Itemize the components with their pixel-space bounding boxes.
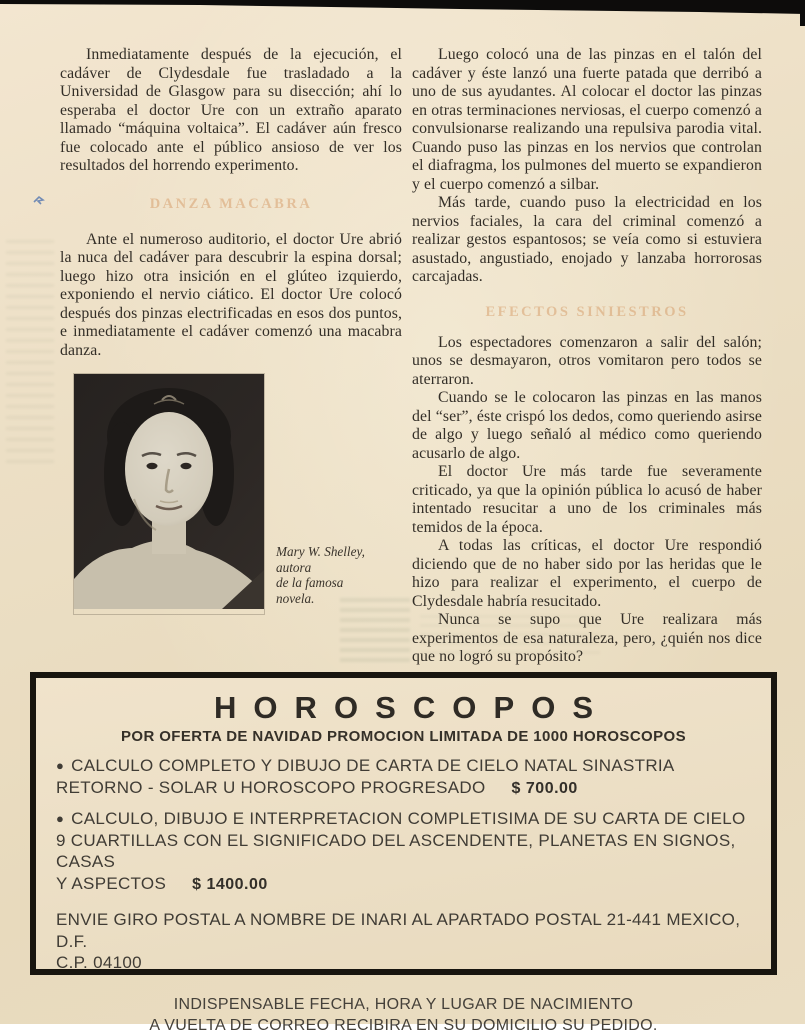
paragraph: Más tarde, cuando puso la electricidad en los nervios faciales, la cara del criminal comenzó a realizar gestos espantosos; se veía como si estuviera asustado, angustiado, enojado y lanzaba horrorosas carcajadas. [412, 194, 762, 285]
ad-footer-line1: INDISPENSABLE FECHA, HORA Y LUGAR DE NACIMIENTO [173, 995, 634, 1013]
ad-offer-2-line2: 9 CUARTILLAS CON EL SIGNIFICADO DEL ASCENDENTE, PLANETAS EN SIGNOS, CASAS [56, 830, 736, 871]
bullet-icon: ● [56, 758, 65, 773]
ad-offer-2 [56, 808, 751, 895]
ad-offer-2-price: $ 1400.00 [192, 875, 268, 893]
caption-line: autora [276, 559, 312, 575]
article-right-column [412, 46, 762, 667]
ink-squiggle [32, 193, 46, 207]
portrait-illustration [74, 374, 264, 609]
caption-line: novela. [276, 590, 315, 606]
paragraph: Cuando se le colocaron las pinzas en las manos del “ser”, éste crispó los dedos, como queriendo asirse de algo y luego señaló al médico como queriendo acusarlo de algo. [412, 389, 762, 462]
article-left-column [60, 46, 402, 614]
print-through-smudge [6, 240, 54, 470]
ad-postal-line2: C.P. 04100 [56, 953, 142, 972]
ad-postal-line1: ENVIE GIRO POSTAL A NOMBRE DE INARI AL APARTADO POSTAL 21-441 MEXICO, D.F. [56, 910, 741, 951]
ad-footer-line2: A VUELTA DE CORREO RECIBIRA EN SU DOMICILIO SU PEDIDO. [149, 1016, 658, 1034]
ad-title: HOROSCOPOS [213, 690, 611, 725]
paragraph: Nunca se supo que Ure realizara más experimentos de esa naturaleza, pero, ¿quién nos dice que no logró su propósito? [412, 611, 762, 665]
section-heading-efectos-siniestros: EFECTOS SINIESTROS [485, 303, 689, 320]
scan-edge-top [0, 0, 805, 16]
bullet-icon: ● [56, 811, 65, 826]
ad-offer-1-line1: CALCULO COMPLETO Y DIBUJO DE CARTA DE CIELO NATAL SINASTRIA [71, 756, 675, 775]
ad-offer-1-price: $ 700.00 [511, 779, 578, 797]
photo-caption [276, 544, 365, 606]
photo-block [60, 374, 402, 614]
section-heading-danza-macabra: DANZA MACABRA [149, 195, 313, 212]
paragraph: Los espectadores comenzaron a salir del salón; unos se desmayaron, otros vomitaron pero todos se aterraron. [412, 333, 762, 388]
ad-offer-1-line2: RETORNO - SOLAR U HOROSCOPO PROGRESADO [56, 777, 486, 797]
ad-offer-2-line3: Y ASPECTOS [56, 873, 167, 893]
ad-footer-note [56, 994, 751, 1036]
ad-subtitle: POR OFERTA DE NAVIDAD PROMOCION LIMITADA DE 1000 HOROSCOPOS [120, 728, 687, 745]
caption-line: de la famosa [276, 575, 344, 590]
paragraph: Ante el numeroso auditorio, el doctor Ure abrió la nuca del cadáver para descubrir la espina dorsal; luego hizo otra insición en el glúteo izquierdo, exponiendo el nervio ciático. El doctor Ure colocó después dos pinzas electrificadas en esos dos puntos, e inmediatamente el cadáver comenzó una macabra danza. [60, 230, 402, 359]
horoscopos-ad-box [30, 672, 777, 1034]
paragraph: Inmediatamente después de la ejecución, el cadáver de Clydesdale fue trasladado a la Universidad de Glasgow para su disección; ahí lo esperaba el doctor Ure con un extraño aparato llamado “máquina voltaica”. El cadáver aún fresco fue colocado ante el público ansioso de ver los resultados del horrendo experimento. [60, 46, 402, 174]
ad-offer-2-line1: CALCULO, DIBUJO E INTERPRETACION COMPLETISIMA DE SU CARTA DE CIELO [71, 809, 746, 828]
paragraph: El doctor Ure más tarde fue severamente criticado, ya que la opinión pública lo acusó de haber intentado resucitar a uno de los criminales más temidos de la época. [412, 463, 762, 536]
ad-postal-instructions [56, 909, 751, 974]
ad-offer-1 [56, 755, 751, 799]
scan-edge-right [800, 0, 805, 26]
paragraph: A todas las críticas, el doctor Ure respondió diciendo que de no haber sido por las heridas que le hizo para realizar el experimento, el cuerpo de Clydesdale habría resucitado. [412, 537, 762, 610]
paragraph: Luego colocó una de las pinzas en el talón del cadáver y éste lanzó una fuerte patada que derribó a uno de sus ayudantes. Al colocar el doctor las pinzas en otras terminaciones nerviosas, el cuerpo comenzó a convulsionarse realizando una repulsiva parodia vital. Cuando puso las pinzas en los nervios que controlan el diafragma, los pulmones del muerto se expandieron y el cuerpo comenzó a silbar. [412, 46, 762, 193]
pen-mark [32, 193, 46, 207]
mary-shelley-portrait-photo [74, 374, 264, 614]
caption-line: Mary W. Shelley, [276, 544, 365, 559]
